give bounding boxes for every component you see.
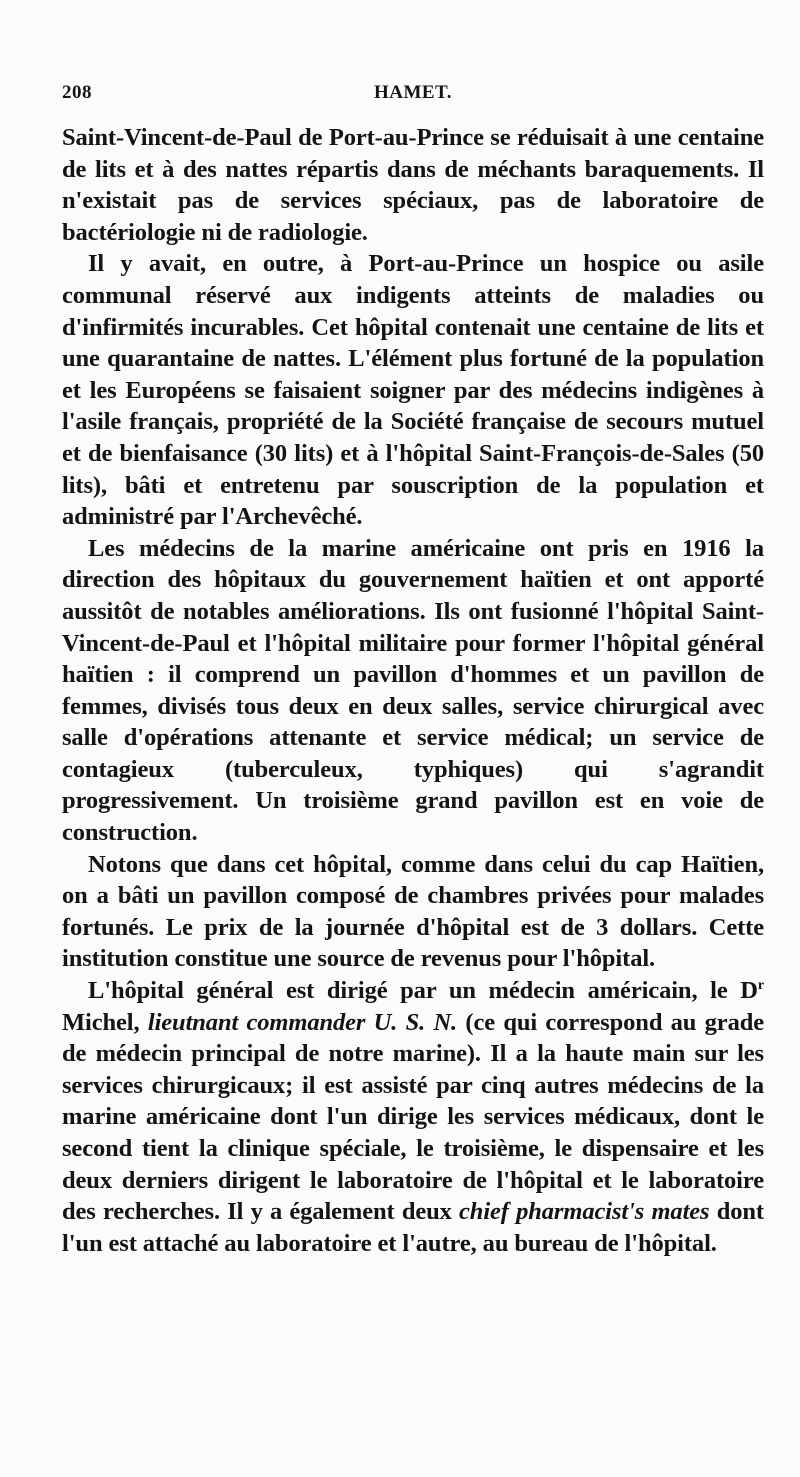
page-number: 208 xyxy=(62,82,92,103)
body-text xyxy=(62,122,764,1259)
paragraph-5-text-4: dont l'un est attaché au laboratoire et l'autre, au bureau de l'hôpital. xyxy=(62,1198,764,1257)
paragraph-1: Saint-Vincent-de-Paul de Port-au-Prince se réduisait à une centaine de lits et à des nattes répartis dans de méchants baraquements. Il n'existait pas de services spéciaux, pas de laboratoire de bactériologie ni de radiologie. xyxy=(62,124,764,246)
superscript-r: r xyxy=(757,977,764,993)
running-title: HAMET. xyxy=(373,82,453,103)
page-header xyxy=(62,82,764,112)
italic-rank: lieutnant commander U. S. N. xyxy=(147,1008,458,1036)
italic-pharmacist: chief pharmacist's mates xyxy=(459,1198,710,1226)
paragraph-5 xyxy=(62,975,764,1259)
paragraph-4: Notons que dans cet hôpital, comme dans celui du cap Haïtien, on a bâti un pavillon composé de chambres privées pour malades fortunés. Le prix de la journée d'hôpital est de 3 dollars. Cette institution constitue une source de revenus pour l'hôpital. xyxy=(62,850,764,973)
paragraph-5-text-3: (ce qui correspond au grade de médecin principal de notre marine). Il a la haute main sur les services chirurgicaux; il est assisté par cinq autres médecins de la marine américaine dont l'un dirige les services médicaux, dont le second tient la clinique spéciale, le troisième, le dispensaire et les deux derniers dirigent le laboratoire de l'hôpital et le laboratoire des recherches. Il y a également deux xyxy=(62,1008,765,1226)
paragraph-2: Il y avait, en outre, à Port-au-Prince un hospice ou asile communal réservé aux indigents atteints de maladies ou d'infirmités incurables. Cet hôpital contenait une centaine de lits et une quarantaine de nattes. L'élément plus fortuné de la population et les Européens se faisaient soigner par des médecins indigènes à l'asile français, propriété de la Société française de secours mutuel et de bienfaisance (30 lits) et à l'hôpital Saint-François-de-Sales (50 lits), bâti et entretenu par souscription de la population et administré par l'Archevêché. xyxy=(62,250,764,531)
paragraph-5-text-1: L'hôpital général est dirigé par un médecin américain, le D xyxy=(88,977,758,1005)
paragraph-5-text-2: Michel, xyxy=(62,1008,148,1036)
paragraph-3: Les médecins de la marine américaine ont pris en 1916 la direction des hôpitaux du gouvernement haïtien et ont apporté aussitôt de notables améliorations. Ils ont fusionné l'hôpital Saint-Vincent-de-Paul et l'hôpital militaire pour former l'hôpital général haïtien : il comprend un pavillon d'hommes et un pavillon de femmes, divisés tous deux en deux salles, service chirurgical avec salle d'opérations attenante et service médical; un service de contagieux (tuberculeux, typhiques) qui s'agrandit progressivement. Un troisième grand pavillon est en voie de construction. xyxy=(62,534,764,847)
